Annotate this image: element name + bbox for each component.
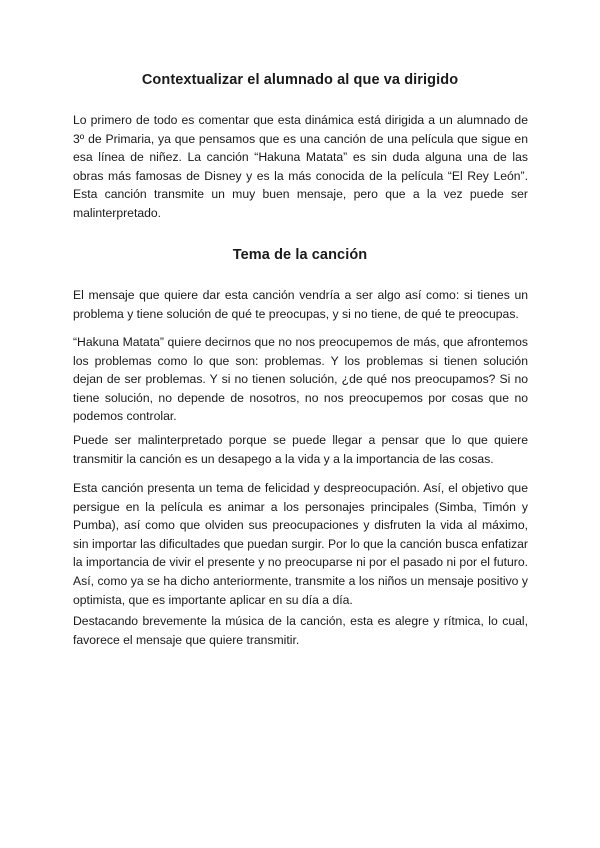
paragraph-hakuna-matata: “Hakuna Matata” quiere decirnos que no nos preocupemos de más, que afrontemos los problemas como lo que son: problemas. Y los problemas si tienen solución dejan de ser problemas. Y si no tienen solución, ¿de qué nos preocupamos? Si no tiene solución, no depende de nosotros, no nos preocupemos por cosas que no podemos controlar. [73, 335, 528, 424]
section-title-context: Contextualizar el alumnado al que va dirigido [141, 72, 459, 88]
paragraph-misinterpretation: Puede ser malinterpretado porque se puede llegar a pensar que lo que quiere transmitir la canción es un desapego a la vida y a la importancia de las cosas. [73, 433, 528, 466]
paragraph-context: Lo primero de todo es comentar que esta dinámica está dirigida a un alumnado de 3º de Primaria, ya que pensamos que es una canción de una película que sigue en esa línea de niñez. La canción “Hakuna Matata” es sin duda alguna una de las obras más famosas de Disney y es la más conocida de la película “El Rey León”. Esta canción transmite un muy buen mensaje, pero que a la vez puede ser malinterpretado. [73, 113, 528, 220]
paragraph-message: El mensaje que quiere dar esta canción vendría a ser algo así como: si tienes un problema y tiene solución de qué te preocupas, y si no tiene, de qué te preocupas. [73, 288, 528, 321]
paragraph-music: Destacando brevemente la música de la canción, esta es alegre y rítmica, lo cual, favorece el mensaje que quiere transmitir. [73, 614, 528, 647]
section-title-song-theme: Tema de la canción [232, 247, 368, 263]
paragraph-happiness-theme: Esta canción presenta un tema de felicidad y despreocupación. Así, el objetivo que persigue en la película es animar a los personajes principales (Simba, Timón y Pumba), así como que olviden sus preocupaciones y disfruten la vida al máximo, sin importar las dificultades que puedan surgir. Por lo que la canción busca enfatizar la importancia de vivir el presente y no preocuparse ni por el pasado ni por el futuro. Así, como ya se ha dicho anteriormente, transmite a los niños un mensaje positivo y optimista, que es importante aplicar en su día a día. [73, 481, 528, 607]
